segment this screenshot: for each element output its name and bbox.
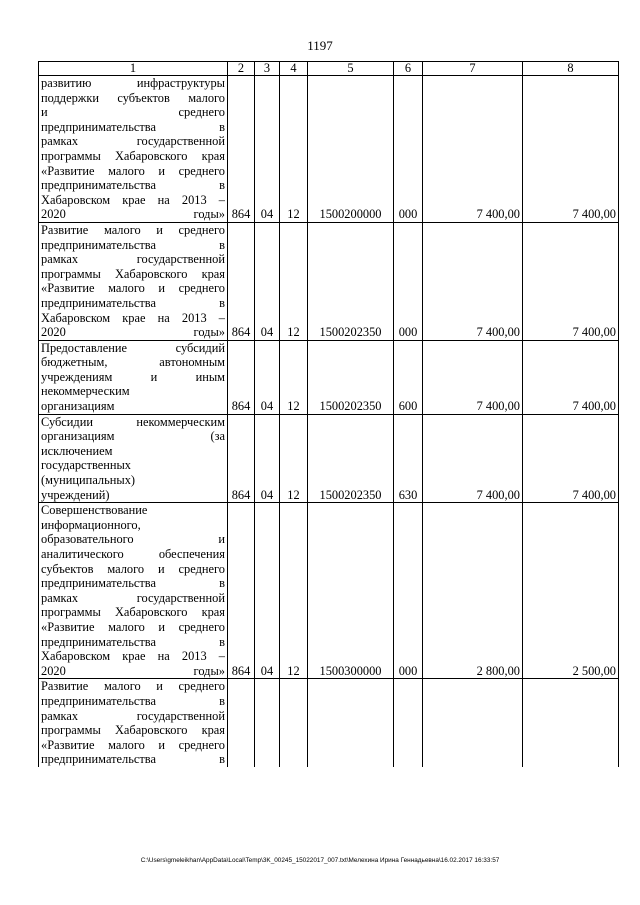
table-row (39, 340, 619, 414)
description-line: учреждений) (41, 487, 110, 502)
cell-target-article (308, 679, 394, 767)
description-line: информационного, (41, 517, 141, 532)
cell-code-3: 04 (255, 222, 280, 340)
table-row (39, 414, 619, 503)
row-description (39, 222, 228, 340)
cell-amount-7: 7 400,00 (423, 222, 523, 340)
header-row (39, 62, 619, 76)
description-line: организациям (за (41, 429, 225, 444)
cell-amount-8: 7 400,00 (523, 414, 619, 503)
column-header-1: 1 (39, 62, 228, 76)
row-description (39, 414, 228, 503)
description-line: «Развитие малого и среднего (41, 619, 225, 634)
cell-code-3 (255, 679, 280, 767)
row-description (39, 503, 228, 679)
budget-table (38, 61, 619, 767)
cell-expense-type: 600 (394, 340, 423, 414)
description-line: предпринимательства в (41, 237, 225, 252)
cell-target-article: 1500202350 (308, 222, 394, 340)
description-line: предпринимательства в (41, 178, 225, 193)
cell-code-2: 864 (228, 340, 255, 414)
description-line: субъектов малого и среднего (41, 561, 225, 576)
description-line: программы Хабаровского края (41, 605, 225, 620)
cell-amount-7: 2 800,00 (423, 503, 523, 679)
description-line: аналитического обеспечения (41, 547, 225, 561)
column-header-6: 6 (394, 62, 423, 76)
description-line: исключением (41, 443, 113, 458)
table-body (39, 76, 619, 767)
cell-expense-type: 000 (394, 76, 423, 223)
cell-amount-8: 7 400,00 (523, 340, 619, 414)
description-line: Субсидии некоммерческим (41, 414, 225, 429)
description-line: программы Хабаровского края (41, 266, 225, 281)
cell-code-4 (280, 679, 308, 767)
description-line: 2020 годы» (41, 207, 225, 222)
column-header-4: 4 (280, 62, 308, 76)
description-line: рамках государственной (41, 134, 225, 149)
cell-amount-8: 7 400,00 (523, 76, 619, 223)
description-line: рамках государственной (41, 252, 225, 267)
cell-expense-type: 000 (394, 503, 423, 679)
description-line: предпринимательства в (41, 693, 225, 708)
column-header-2: 2 (228, 62, 255, 76)
cell-code-2: 864 (228, 503, 255, 679)
description-line: (муниципальных) (41, 473, 136, 488)
column-header-3: 3 (255, 62, 280, 76)
description-line: «Развитие малого и среднего (41, 737, 225, 752)
description-line: Предоставление субсидий (41, 340, 225, 355)
cell-target-article: 1500200000 (308, 76, 394, 223)
row-description (39, 340, 228, 414)
cell-code-2 (228, 679, 255, 767)
cell-target-article: 1500202350 (308, 414, 394, 503)
description-line: государственных (41, 458, 132, 473)
column-header-5: 5 (308, 62, 394, 76)
cell-target-article: 1500202350 (308, 340, 394, 414)
description-line: рамках государственной (41, 590, 225, 605)
description-line: Развитие малого и среднего (41, 222, 225, 237)
description-line: некоммерческим (41, 384, 130, 399)
cell-code-4: 12 (280, 503, 308, 679)
cell-target-article: 1500300000 (308, 503, 394, 679)
cell-code-4: 12 (280, 340, 308, 414)
description-line: программы Хабаровского края (41, 723, 225, 738)
description-line: рамках государственной (41, 708, 225, 723)
description-line: 2020 годы» (41, 325, 225, 340)
cell-amount-7: 7 400,00 (423, 414, 523, 503)
description-line: 2020 годы» (41, 663, 225, 678)
cell-amount-7 (423, 679, 523, 767)
column-header-8: 8 (523, 62, 619, 76)
description-line: бюджетным, автономным (41, 355, 225, 370)
cell-amount-8: 2 500,00 (523, 503, 619, 679)
description-line: Хабаровском крае на 2013 – (41, 192, 225, 207)
description-line: и среднего (41, 105, 225, 120)
description-line: предпринимательства в (41, 634, 225, 649)
cell-expense-type: 630 (394, 414, 423, 503)
table-row (39, 76, 619, 223)
cell-code-3: 04 (255, 503, 280, 679)
cell-code-3: 04 (255, 414, 280, 503)
description-line: Развитие малого и среднего (41, 679, 225, 694)
cell-code-3: 04 (255, 76, 280, 223)
cell-code-3: 04 (255, 340, 280, 414)
cell-code-2: 864 (228, 76, 255, 223)
description-line: Хабаровском крае на 2013 – (41, 649, 225, 664)
description-line: организациям (41, 399, 115, 414)
row-description (39, 76, 228, 223)
cell-code-4: 12 (280, 76, 308, 223)
cell-amount-8: 7 400,00 (523, 222, 619, 340)
table-row (39, 222, 619, 340)
description-line: программы Хабаровского края (41, 148, 225, 163)
description-line: Хабаровском крае на 2013 – (41, 310, 225, 325)
cell-expense-type (394, 679, 423, 767)
footer-path: C:\Users\gmeleikhan\AppData\Local\Temp\3K_00245_15022017_007.txt\Мелехина Ирина Геннадьевна\16.02.2017 16:33:57 (140, 857, 500, 864)
description-line: предпринимательства в (41, 576, 225, 591)
column-header-7: 7 (423, 62, 523, 76)
cell-amount-7: 7 400,00 (423, 340, 523, 414)
description-line: предпринимательства в (41, 752, 225, 767)
description-line: предпринимательства в (41, 295, 225, 310)
description-line: Совершенствование (41, 503, 148, 518)
row-description (39, 679, 228, 767)
description-line: учреждениям и иным (41, 369, 225, 384)
description-line: поддержки субъектов малого (41, 90, 225, 105)
description-line: предпринимательства в (41, 119, 225, 134)
table-row (39, 503, 619, 679)
description-line: развитию инфраструктуры (41, 76, 225, 90)
table-row (39, 679, 619, 767)
cell-code-2: 864 (228, 414, 255, 503)
description-line: «Развитие малого и среднего (41, 281, 225, 296)
page-number: 1197 (307, 38, 333, 53)
cell-amount-7: 7 400,00 (423, 76, 523, 223)
cell-expense-type: 000 (394, 222, 423, 340)
description-line: «Развитие малого и среднего (41, 163, 225, 178)
cell-code-2: 864 (228, 222, 255, 340)
cell-code-4: 12 (280, 222, 308, 340)
cell-amount-8 (523, 679, 619, 767)
cell-code-4: 12 (280, 414, 308, 503)
description-line: образовательного и (41, 532, 225, 547)
